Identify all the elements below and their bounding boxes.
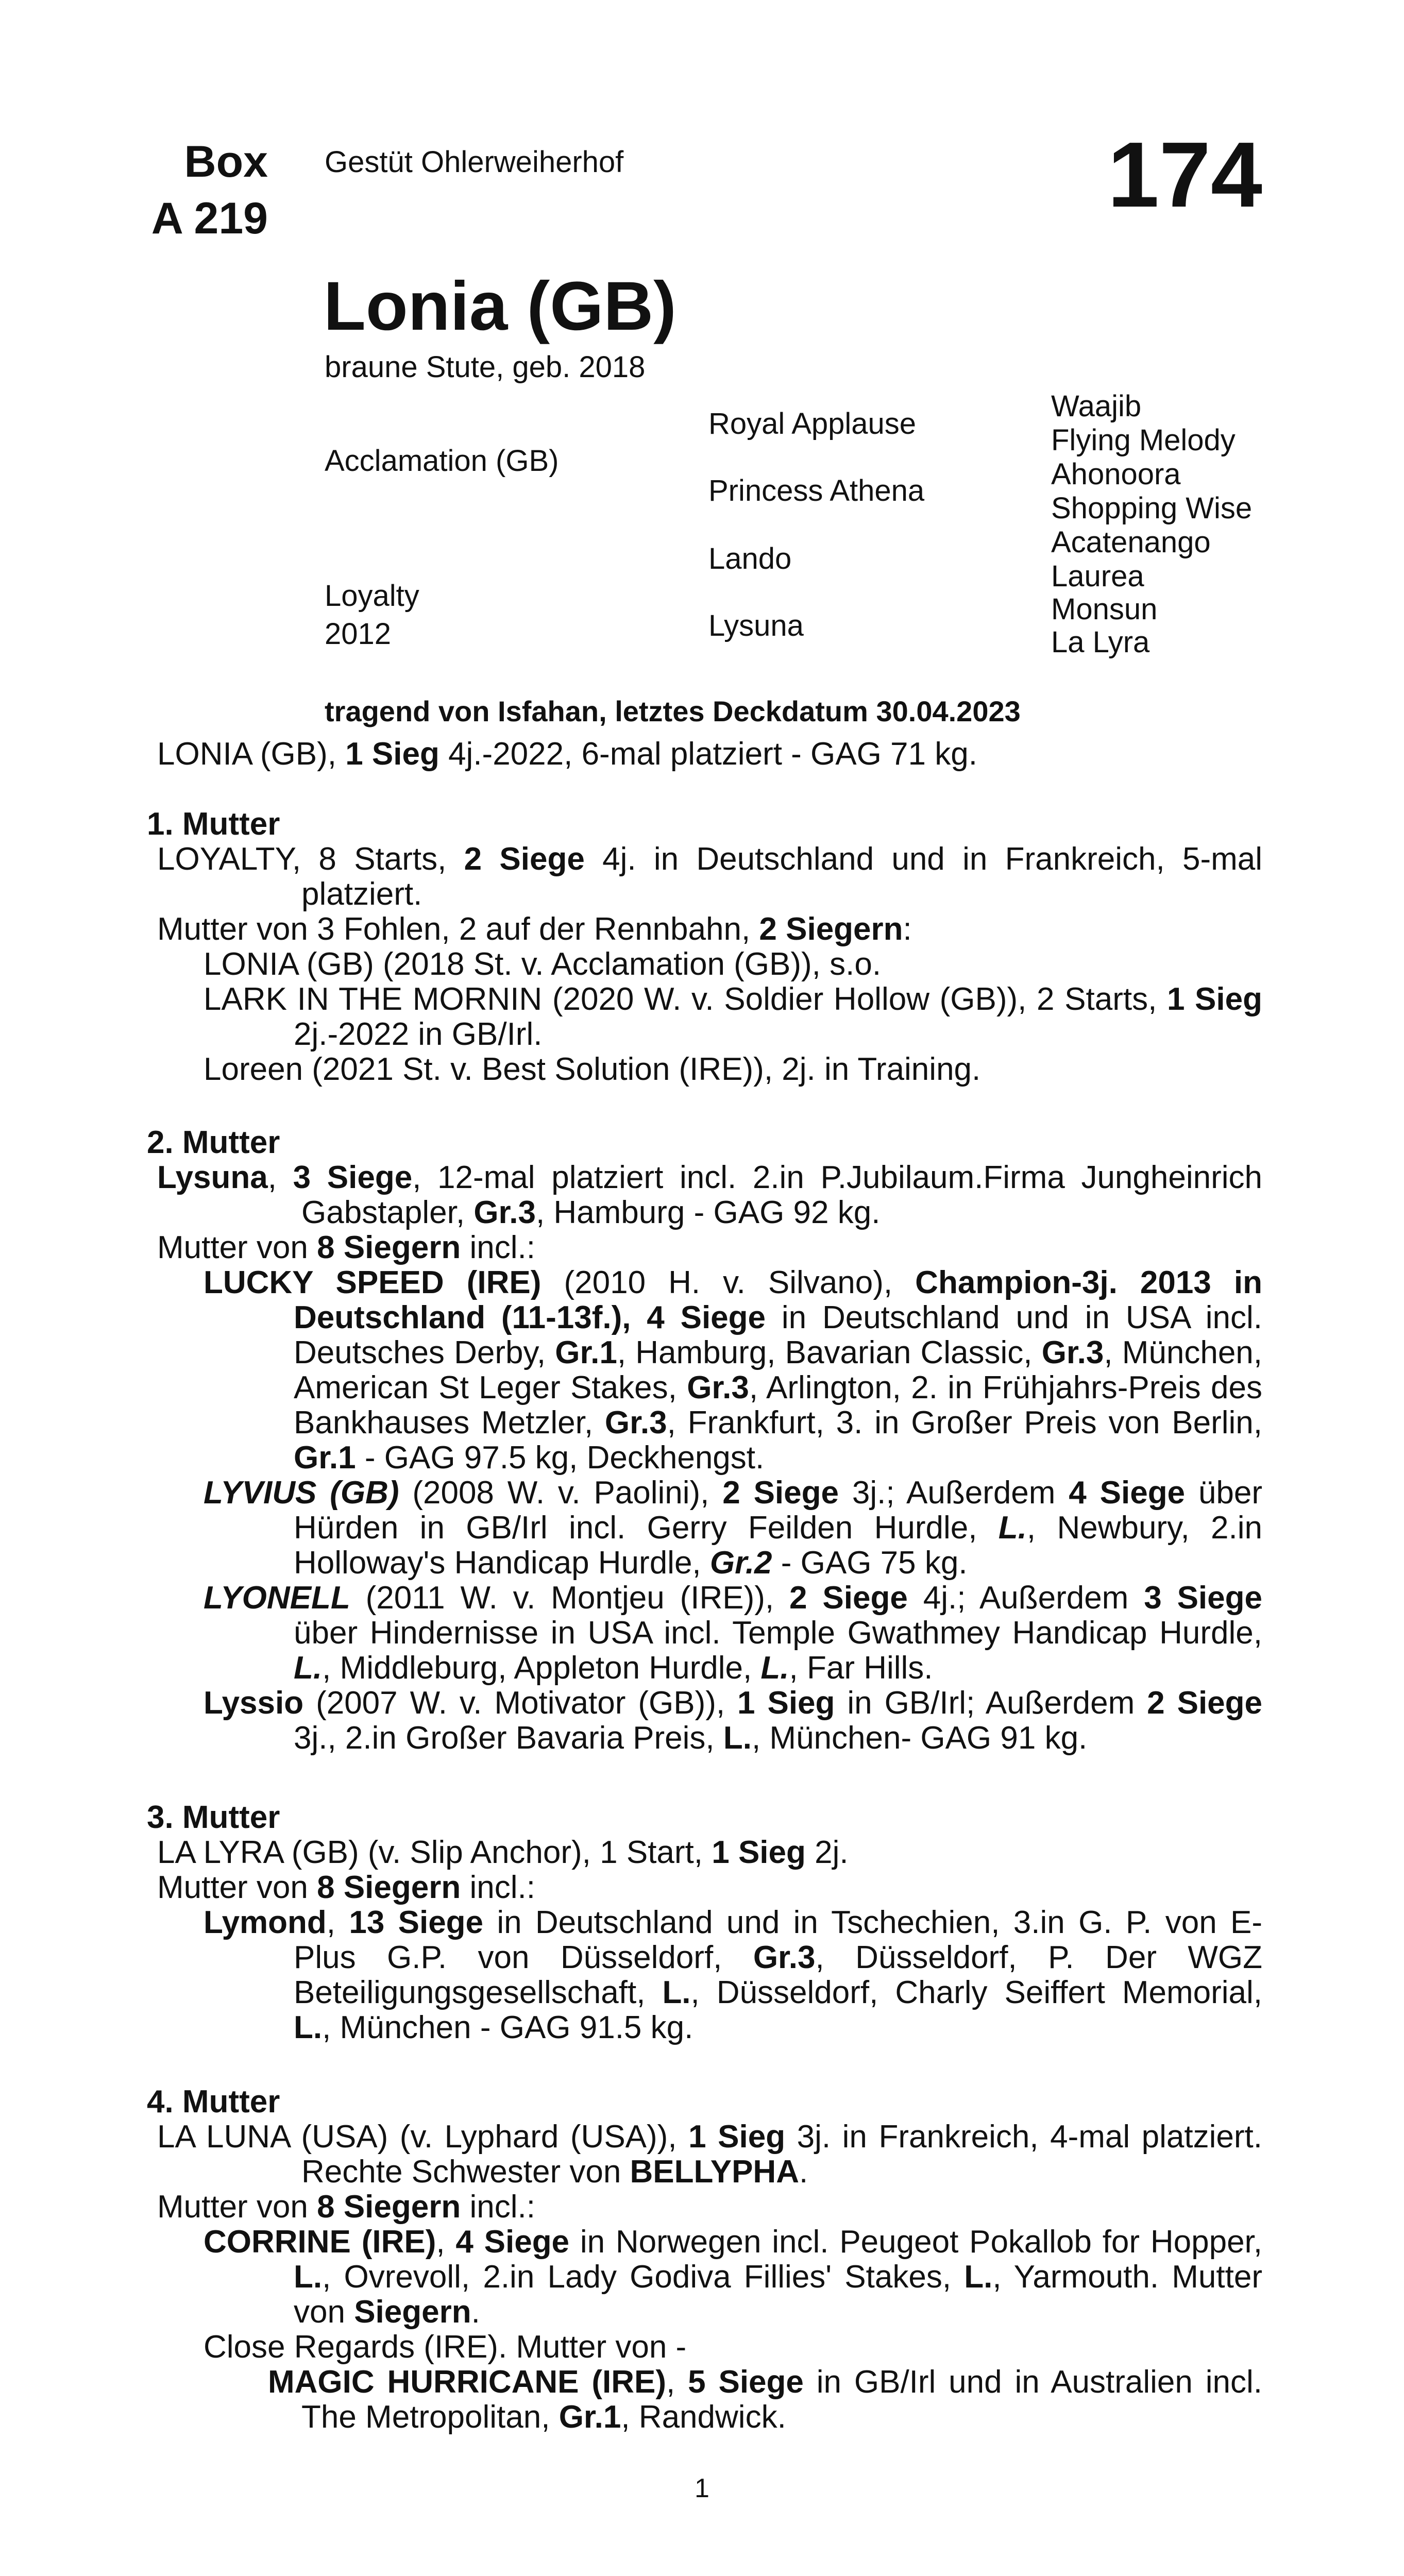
dam4-offspring-1: CORRINE (IRE), 4 Siege in Norwegen incl. Peugeot Pokallob for Hopper, L., Ovrevoll, 2.in Lady Godiva Fillies' Stakes, L., Yarmouth. Mutter von Siegern. [204, 2224, 1262, 2330]
dam2-offspring-2: LYVIUS (GB) (2008 W. v. Paolini), 2 Siege 3j.; Außerdem 4 Siege über Hürden in GB/Irl incl. Gerry Feilden Hurdle, L., Newbury, 2.in Holloway's Handicap Hurdle, Gr.2 - GAG 75 kg. [204, 1475, 1262, 1581]
pedigree-g3-5: Acatenango [1051, 526, 1211, 559]
dam4-heading: 4. Mutter [147, 2084, 280, 2120]
page-number: 1 [695, 2473, 709, 2503]
dam4-produce-summary: Mutter von 8 Siegern incl.: [157, 2189, 535, 2225]
pedigree-g3-2: Flying Melody [1051, 423, 1236, 457]
pedigree-sire: Acclamation (GB) [325, 444, 559, 478]
dam1-offspring-2: LARK IN THE MORNIN (2020 W. v. Soldier Hollow (GB)), 2 Starts, 1 Sieg 2j.-2022 in GB/Irl. [204, 981, 1262, 1052]
dam1-record: LOYALTY, 8 Starts, 2 Siege 4j. in Deutschland und in Frankreich, 5-mal platziert. [157, 841, 1263, 912]
dam2-produce-summary: Mutter von 8 Siegern incl.: [157, 1230, 535, 1265]
dam3-record: LA LYRA (GB) (v. Slip Anchor), 1 Start, 1 Sieg 2j. [157, 1835, 849, 1870]
dam3-heading: 3. Mutter [147, 1800, 280, 1835]
pedigree-dam-sire: Lando [708, 542, 792, 575]
pedigree-g3-4: Shopping Wise [1051, 492, 1253, 525]
dam4-offspring-2: Close Regards (IRE). Mutter von - [204, 2329, 687, 2365]
pedigree-dam: Loyalty [325, 579, 419, 613]
pedigree-dam-year: 2012 [325, 617, 392, 651]
dam1-offspring-1: LONIA (GB) (2018 St. v. Acclamation (GB)), s.o. [204, 946, 882, 982]
pedigree-g3-3: Ahonoora [1051, 457, 1181, 491]
dam4-record: LA LUNA (USA) (v. Lyphard (USA)), 1 Sieg 3j. in Frankreich, 4-mal platziert. Rechte Schwester von BELLYPHA. [157, 2119, 1262, 2190]
pedigree-g3-8: La Lyra [1051, 625, 1150, 659]
horse-description: braune Stute, geb. 2018 [325, 350, 646, 384]
pedigree-dam-dam: Lysuna [708, 609, 804, 642]
dam2-heading: 2. Mutter [147, 1125, 280, 1160]
dam3-produce-summary: Mutter von 8 Siegern incl.: [157, 1870, 535, 1905]
box-label: Box [184, 137, 268, 187]
pedigree-sire-sire: Royal Applause [708, 407, 917, 440]
pedigree-g3-6: Laurea [1051, 560, 1144, 593]
horse-name: Lonia (GB) [324, 268, 676, 345]
dam4-offspring-3: MAGIC HURRICANE (IRE), 5 Siege in GB/Irl und in Australien incl. The Metropolitan, Gr.1, Randwick. [268, 2364, 1263, 2435]
dam2-offspring-1: LUCKY SPEED (IRE) (2010 H. v. Silvano), Champion-3j. 2013 in Deutschland (11-13f.), 4 Siege in Deutschland und in USA incl. Deutsches Derby, Gr.1, Hamburg, Bavarian Classic, Gr.3, München, American St Leger Stakes, Gr.3, Arlington, 2. in Frühjahrs-Preis des Bankhauses Metzler, Gr.3, Frankfurt, 3. in Großer Preis von Berlin, Gr.1 - GAG 97.5 kg, Deckhengst. [204, 1265, 1263, 1476]
pedigree-g3-7: Monsun [1051, 592, 1158, 626]
dam2-offspring-4: Lyssio (2007 W. v. Motivator (GB)), 1 Sieg in GB/Irl; Außerdem 2 Siege 3j., 2.in Großer Bavaria Preis, L., München- GAG 91 kg. [204, 1685, 1263, 1756]
dam1-heading: 1. Mutter [147, 806, 280, 842]
dam2-offspring-3: LYONELL (2011 W. v. Montjeu (IRE)), 2 Siege 4j.; Außerdem 3 Siege über Hindernisse in USA incl. Temple Gwathmey Handicap Hurdle, L., Middleburg, Appleton Hurdle, L., Far Hills. [204, 1580, 1262, 1686]
pedigree-g3-1: Waajib [1051, 389, 1142, 423]
lot-number: 174 [1107, 123, 1262, 227]
dam2-record: Lysuna, 3 Siege, 12-mal platziert incl. 2.in P.Jubilaum.Firma Jungheinrich Gabstapler, Gr.3, Hamburg - GAG 92 kg. [157, 1160, 1263, 1230]
race-record: LONIA (GB), 1 Sieg 4j.-2022, 6-mal platziert - GAG 71 kg. [157, 736, 977, 772]
breeder: Gestüt Ohlerweiherhof [325, 145, 624, 179]
dam1-produce-summary: Mutter von 3 Fohlen, 2 auf der Rennbahn, 2 Siegern: [157, 911, 912, 947]
dam1-offspring-3: Loreen (2021 St. v. Best Solution (IRE)), 2j. in Training. [204, 1052, 981, 1087]
covering-note: tragend von Isfahan, letztes Deckdatum 30.04.2023 [325, 695, 1021, 727]
pedigree-sire-dam: Princess Athena [708, 474, 925, 507]
dam3-offspring-1: Lymond, 13 Siege in Deutschland und in Tschechien, 3.in G. P. von E-Plus G.P. von Düsseldorf, Gr.3, Düsseldorf, P. Der WGZ Beteiligungsgesellschaft, L., Düsseldorf, Charly Seiffert Memorial, L., München - GAG 91.5 kg. [204, 1905, 1262, 2045]
box-number: A 219 [151, 194, 268, 243]
